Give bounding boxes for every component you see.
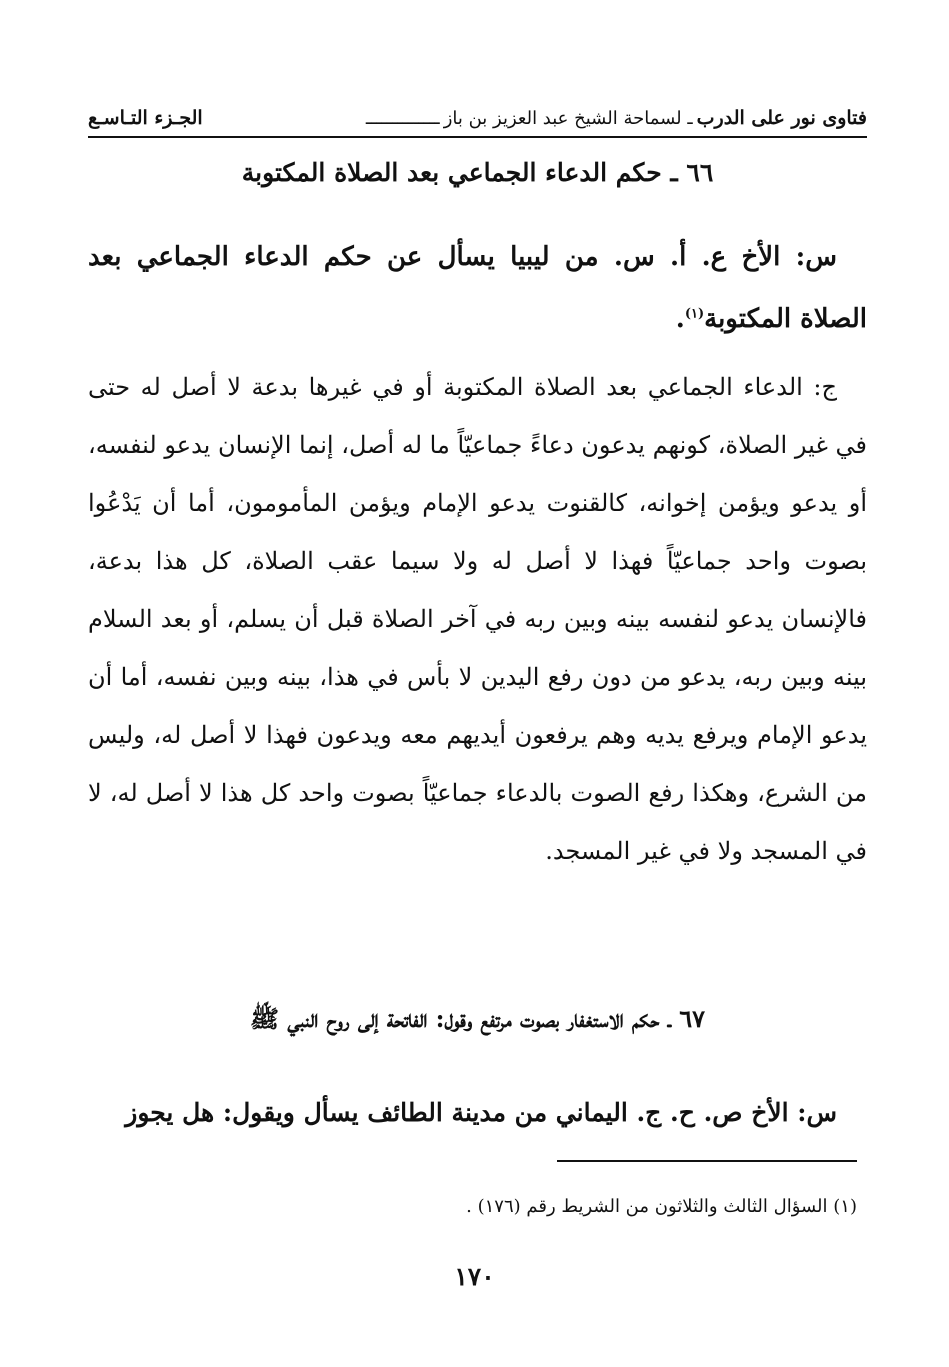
question-66 bbox=[88, 226, 867, 350]
footnote-marker[interactable]: (١) bbox=[684, 306, 705, 322]
page-number: ١٧٠ bbox=[454, 1262, 495, 1291]
question-66-text: س: الأخ ع. أ. س. من ليبيا يسأل عن حكم الدعاء الجماعي بعد الصلاة المكتوبة bbox=[88, 242, 867, 334]
answer-66-text: ج: الدعاء الجماعي بعد الصلاة المكتوبة أو في غيرها بدعة لا أصل له حتى في غير الصلاة، كونهم يدعون دعاءً جماعيّاً ما له أصل، إنما الإنسان يدعو لنفسه، أو يدعو ويؤمن إخوانه، كالقنوت يدعو الإمام ويؤمن المأمومون، أما أن يَدْعُوا بصوت واحد جماعيّاً فهذا لا أصل له ولا سيما عقب الصلاة، كل هذا بدعة، فالإنسان يدعو لنفسه بينه وبين ربه في آخر الصلاة قبل أن يسلم، أو بعد السلام بينه وبين ربه، يدعو من دون رفع اليدين لا بأس في هذا، بينه وبين نفسه، أما أن يدعو الإمام ويرفع يديه وهم يرفعون أيديهم معه ويدعون فهذا لا أصل له، وليس من الشرع، وهكذا رفع الصوت بالدعاء جماعيّاً بصوت واحد كل هذا لا أصل له، لا في المسجد ولا في غير المسجد. bbox=[88, 373, 868, 865]
question-67-text: س: الأخ ص. ح. ج. اليماني من مدينة الطائف يسأل ويقول: هل يجوز bbox=[125, 1098, 837, 1127]
series-title: فتاوى نور على الدرب bbox=[696, 107, 867, 129]
section-heading-66: ٦٦ ـ حكم الدعاء الجماعي بعد الصلاة المكتوبة bbox=[241, 158, 714, 187]
header-rule: ــــــــــــــ bbox=[365, 107, 440, 129]
answer-66 bbox=[88, 358, 867, 880]
header-title-group bbox=[366, 107, 867, 129]
question-66-end: . bbox=[675, 304, 685, 334]
footnote: (١) السؤال الثالث والثلاثون من الشريط رقم (١٧٦) . bbox=[466, 1196, 857, 1217]
section-heading-67: ٦٧ ـ حكم الاستغفار بصوت مرتفع وقول: الفاتحة إلى روح النبي ﷺ bbox=[250, 1004, 705, 1033]
question-67 bbox=[88, 1084, 867, 1142]
part-label: الجـزء التـاسـع bbox=[88, 107, 203, 129]
running-header bbox=[88, 100, 867, 138]
author-name: ـ لسماحة الشيخ عبد العزيز بن باز bbox=[443, 107, 693, 129]
footnote-separator bbox=[557, 1160, 857, 1162]
